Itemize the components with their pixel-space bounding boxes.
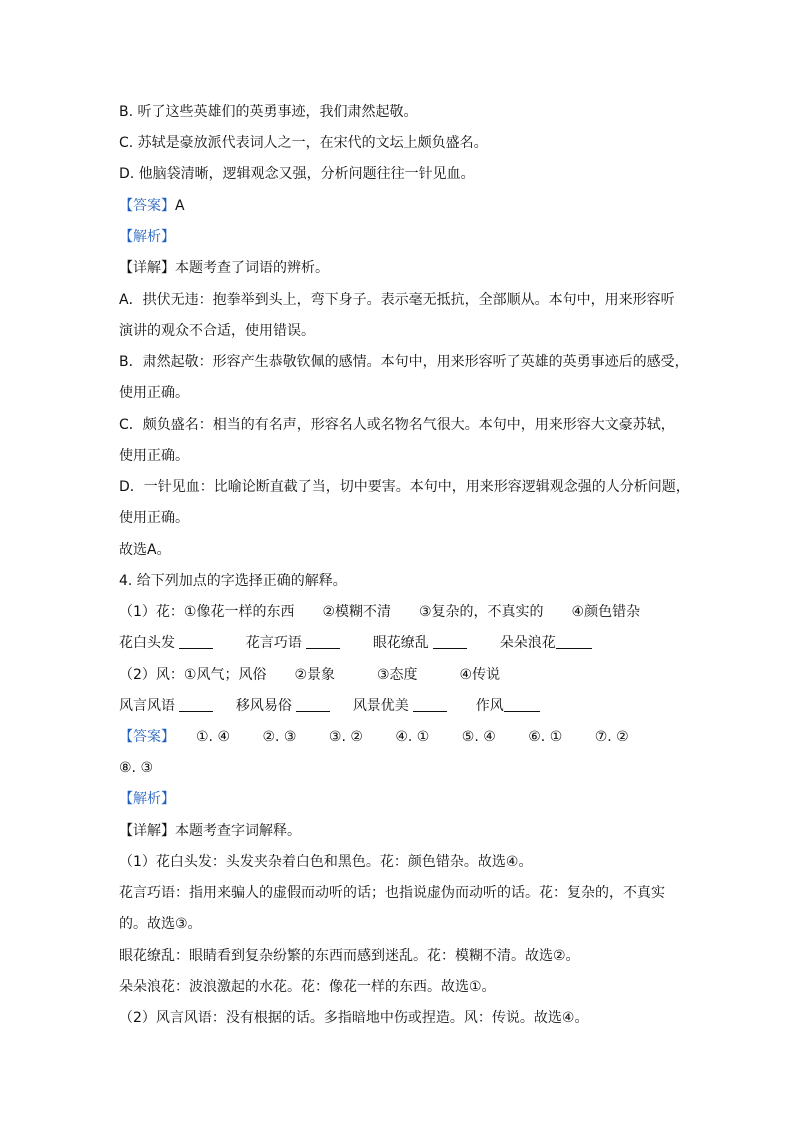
word-4: 朵朵浪花 bbox=[499, 635, 556, 651]
explanation-c-1: C．颇负盛名：相当的有名声，形容名人或名物名气很大。本句中，用来形容大文豪苏轼， bbox=[119, 417, 675, 433]
word-6: 移风易俗 bbox=[235, 698, 292, 714]
explanation-b-1: B．肃然起敬：形容产生恭敬钦佩的感情。本句中，用来形容听了英雄的英勇事迹后的感受， bbox=[119, 354, 689, 370]
choose-line: 故选A。 bbox=[119, 542, 171, 558]
explanation-2: 花言巧语：指用来骗人的虚假而动听的话；也指说虚伪而动听的话。花：复杂的，不真实 bbox=[119, 885, 665, 901]
answer-line-1 bbox=[119, 196, 719, 216]
question-4-part-2-words bbox=[119, 696, 719, 716]
answer-tag: 【答案】 bbox=[119, 198, 175, 214]
explanation-3: 眼花缭乱：眼睛看到复杂纷繁的东西而感到迷乱。花：模糊不清。故选②。 bbox=[119, 948, 580, 964]
answer-blank[interactable] bbox=[179, 697, 213, 712]
answer-line-2-cont: ⑧. ③ bbox=[119, 760, 154, 776]
question-4: 4. 给下列加点的字选择正确的解释。 bbox=[119, 573, 347, 589]
explanation-2-cont: 的。故选③。 bbox=[119, 916, 202, 932]
answer-values: ①. ④ ②. ③ ③. ② ④. ① ⑤. ④ ⑥. ① ⑦. ② bbox=[168, 729, 629, 745]
explanation-b-2: 使用正确。 bbox=[119, 385, 189, 401]
word-3: 眼花缭乱 bbox=[372, 635, 429, 651]
word-2: 花言巧语 bbox=[245, 635, 302, 651]
analysis-tag: 【解析】 bbox=[119, 791, 175, 807]
question-4-part-1: （1）花：①像花一样的东西 ②模糊不清 ③复杂的，不真实的 ④颜色错杂 bbox=[119, 604, 641, 620]
answer-tag: 【答案】 bbox=[119, 729, 168, 745]
option-b: B. 听了这些英雄们的英勇事迹，我们肃然起敬。 bbox=[119, 104, 418, 120]
word-7: 风景优美 bbox=[352, 698, 409, 714]
explanation-1: （1）花白头发：头发夹杂着白色和黑色。花：颜色错杂。故选④。 bbox=[119, 854, 533, 870]
answer-blank[interactable] bbox=[504, 697, 540, 712]
answer-blank[interactable] bbox=[433, 634, 467, 649]
explanation-d-1: D．一针见血：比喻论断直截了当，切中要害。本句中，用来形容逻辑观念强的人分析问题， bbox=[119, 479, 690, 495]
answer-blank[interactable] bbox=[296, 697, 330, 712]
explanation-5: （2）风言风语：没有根据的话。多指暗地中伤或捏造。风：传说。故选④。 bbox=[119, 1010, 589, 1026]
word-8: 作风 bbox=[475, 698, 504, 714]
explanation-c-2: 使用正确。 bbox=[119, 448, 189, 464]
answer-line-2 bbox=[119, 727, 719, 747]
explanation-a-2: 演讲的观众不合适，使用错误。 bbox=[119, 323, 315, 339]
word-1: 花白头发 bbox=[119, 635, 175, 651]
question-4-part-1-words bbox=[119, 633, 719, 653]
explanation-a-1: A．拱伏无违：抱拳举到头上，弯下身子。表示毫无抵抗，全部顺从。本句中，用来形容听 bbox=[119, 292, 675, 308]
detail-line: 【详解】本题考查字词解释。 bbox=[119, 823, 301, 839]
analysis-tag: 【解析】 bbox=[119, 229, 175, 245]
question-4-part-2: （2）风：①风气；风俗 ②景象 ③态度 ④传说 bbox=[119, 667, 501, 683]
option-c: C. 苏轼是豪放派代表词人之一，在宋代的文坛上颇负盛名。 bbox=[119, 135, 488, 151]
detail-line: 【详解】本题考查了词语的辨析。 bbox=[119, 260, 329, 276]
answer-blank[interactable] bbox=[179, 634, 213, 649]
word-5: 风言风语 bbox=[119, 698, 175, 714]
explanation-d-2: 使用正确。 bbox=[119, 510, 189, 526]
answer-value: A bbox=[175, 198, 185, 214]
option-d: D. 他脑袋清晰，逻辑观念又强，分析问题往往一针见血。 bbox=[119, 166, 475, 182]
answer-blank[interactable] bbox=[306, 634, 340, 649]
answer-blank[interactable] bbox=[556, 634, 592, 649]
answer-blank[interactable] bbox=[413, 697, 447, 712]
explanation-4: 朵朵浪花：波浪激起的水花。花：像花一样的东西。故选①。 bbox=[119, 979, 496, 995]
